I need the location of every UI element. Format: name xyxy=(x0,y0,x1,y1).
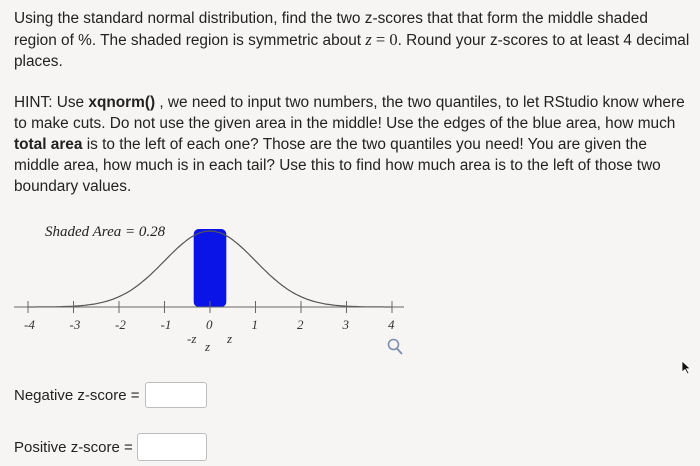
hint-part-2: , we need to input two numbers, the two quantiles, to let RStudio know where to make cuts. Do not use the given area in the middle! Use the edges of the blue area, how much xyxy=(14,94,685,132)
axis-z-label: z xyxy=(205,339,211,354)
shaded-area-label: Shaded Area = 0.28 xyxy=(45,224,166,240)
tick-label: 0 xyxy=(206,317,213,332)
tick-label: 4 xyxy=(388,317,395,332)
tick-label: 3 xyxy=(342,317,349,332)
question-text xyxy=(14,8,694,72)
hint-part-1: HINT: Use xyxy=(14,94,89,111)
tick-label: 1 xyxy=(251,317,258,332)
hint-function-name: xqnorm() xyxy=(88,94,156,111)
tick-label: -4 xyxy=(24,317,35,332)
hint-part-3: is to the left of each one? Those are the two quantiles you need! You are given the middle area, how much is in each tail? Use this to find how much area is to the left of those two boundary values. xyxy=(14,136,661,195)
negative-z-input[interactable] xyxy=(145,382,207,408)
hint-total-area: total area xyxy=(14,136,83,153)
negative-z-label: Negative z-score = xyxy=(14,386,140,404)
positive-z-row xyxy=(14,433,207,461)
tick-label: -1 xyxy=(160,317,172,332)
question-part-1: Using the standard normal distribution, find the two z-scores that that form the middle shaded region of %. The shaded region is symmetric about xyxy=(14,10,648,49)
question-z-variable: z xyxy=(365,30,372,49)
pos-z-marker: z xyxy=(227,331,233,346)
mouse-cursor-icon xyxy=(680,360,694,376)
neg-z-marker: -z xyxy=(187,331,197,346)
question-zero: 0 xyxy=(389,30,398,49)
shaded-region xyxy=(194,229,227,307)
positive-z-input[interactable] xyxy=(137,433,207,461)
hint-text xyxy=(14,92,694,197)
question-equals: = xyxy=(371,30,390,49)
tick-label: -3 xyxy=(69,317,81,332)
normal-distribution-plot xyxy=(0,210,700,360)
tick-label: 2 xyxy=(297,317,304,332)
negative-z-row xyxy=(14,382,207,408)
tick-label: -2 xyxy=(115,317,126,332)
magnifier-icon[interactable] xyxy=(387,338,403,356)
question-part-2: . Round your z-scores to at least 4 decimal places. xyxy=(14,32,690,70)
positive-z-label: Positive z-score = xyxy=(14,438,133,456)
